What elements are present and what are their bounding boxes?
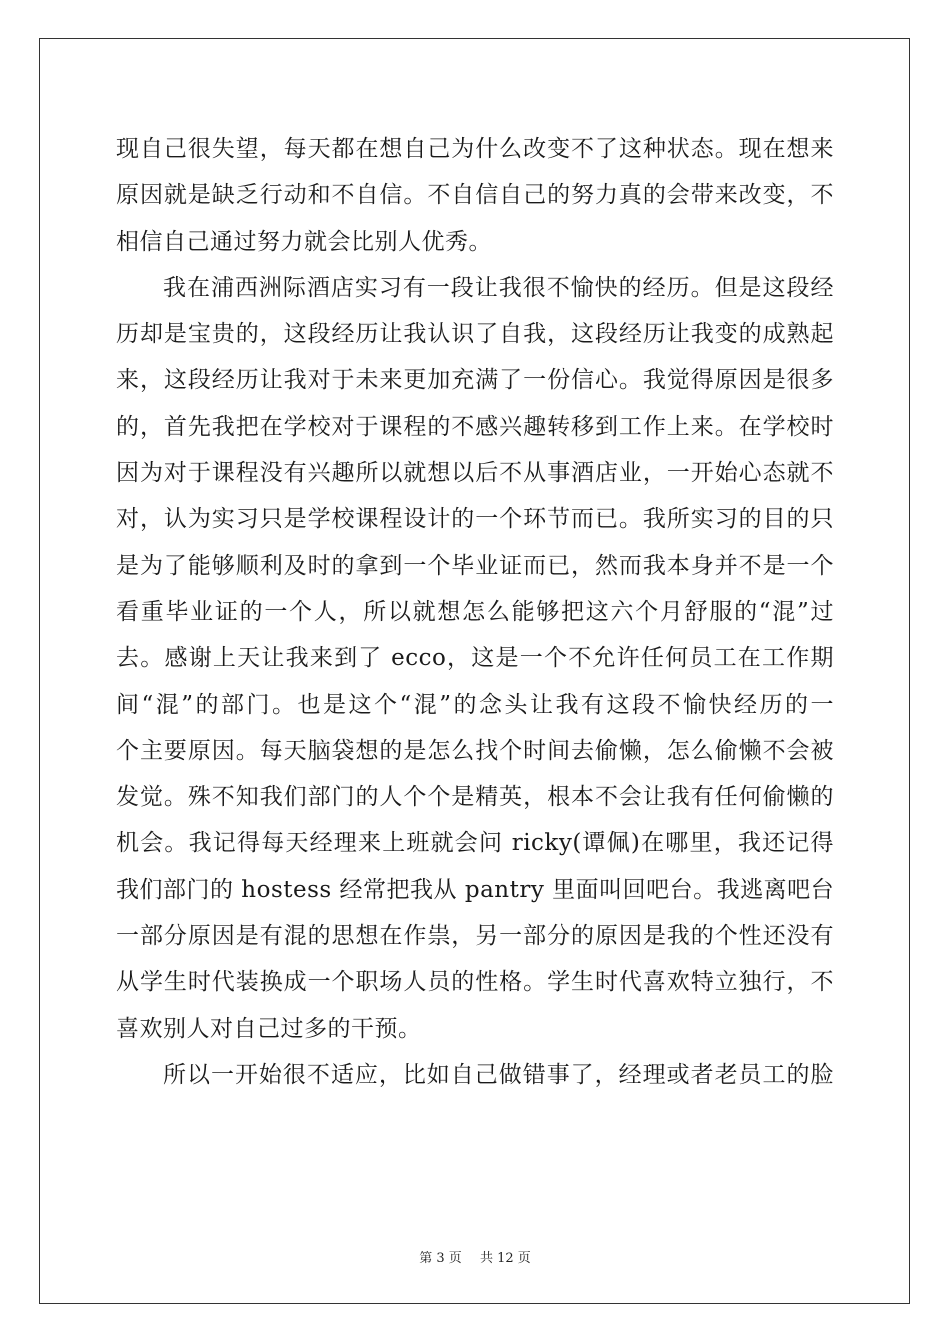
text-line: 我在浦西洲际酒店实习有一段让我很不愉快的经历。但是这段经 — [163, 274, 834, 301]
page-footer — [0, 1247, 950, 1266]
text-line: 历却是宝贵的，这段经历让我认识了自我，这段经历让我变的成熟起 — [116, 321, 834, 348]
text-line: 从学生时代装换成一个职场人员的性格。学生时代喜欢特立独行，不 — [116, 969, 834, 996]
text-line: 是为了能够顺利及时的拿到一个毕业证而已，然而我本身并不是一个 — [116, 552, 834, 579]
text-line: 发觉。殊不知我们部门的人个个是精英，根本不会让我有任何偷懒的 — [116, 784, 834, 811]
text-line: 因为对于课程没有兴趣所以就想以后不从事酒店业，一开始心态就不 — [116, 460, 834, 487]
document-body — [116, 126, 834, 1098]
text-line: 我们部门的 hostess 经常把我从 pantry 里面叫回吧台。我逃离吧台 — [116, 876, 835, 903]
text-line: 个主要原因。每天脑袋想的是怎么找个时间去偷懒，怎么偷懒不会被 — [116, 737, 834, 764]
text-line: 去。感谢上天让我来到了 ecco，这是一个不允许任何员工在工作期 — [116, 645, 834, 672]
text-line: 现自己很失望，每天都在想自己为什么改变不了这种状态。现在想来 — [116, 136, 834, 162]
text-line: 一部分原因是有混的思想在作祟，另一部分的原因是我的个性还没有 — [116, 923, 834, 950]
text-line: 的，首先我把在学校对于课程的不感兴趣转移到工作上来。在学校时 — [116, 413, 834, 440]
page-total: 共 12 页 — [479, 1251, 531, 1266]
page-number: 第 3 页 — [419, 1251, 462, 1266]
text-line: 相信自己通过努力就会比别人优秀。 — [116, 228, 492, 255]
text-line: 所以一开始很不适应，比如自己做错事了，经理或者老员工的脸 — [163, 1061, 834, 1088]
text-line: 来，这段经历让我对于未来更加充满了一份信心。我觉得原因是很多 — [116, 367, 834, 394]
text-line: 看重毕业证的一个人，所以就想怎么能够把这六个月舒服的“混”过 — [116, 598, 834, 625]
text-line: 原因就是缺乏行动和不自信。不自信自己的努力真的会带来改变，不 — [116, 182, 834, 209]
text-line: 机会。我记得每天经理来上班就会问 ricky(谭佩)在哪里，我还记得 — [116, 830, 834, 857]
text-line: 喜欢别人对自己过多的干预。 — [116, 1015, 422, 1042]
text-line: 间“混”的部门。也是这个“混”的念头让我有这段不愉快经历的一 — [116, 691, 834, 718]
text-line: 对，认为实习只是学校课程设计的一个环节而已。我所实习的目的只 — [116, 506, 834, 533]
